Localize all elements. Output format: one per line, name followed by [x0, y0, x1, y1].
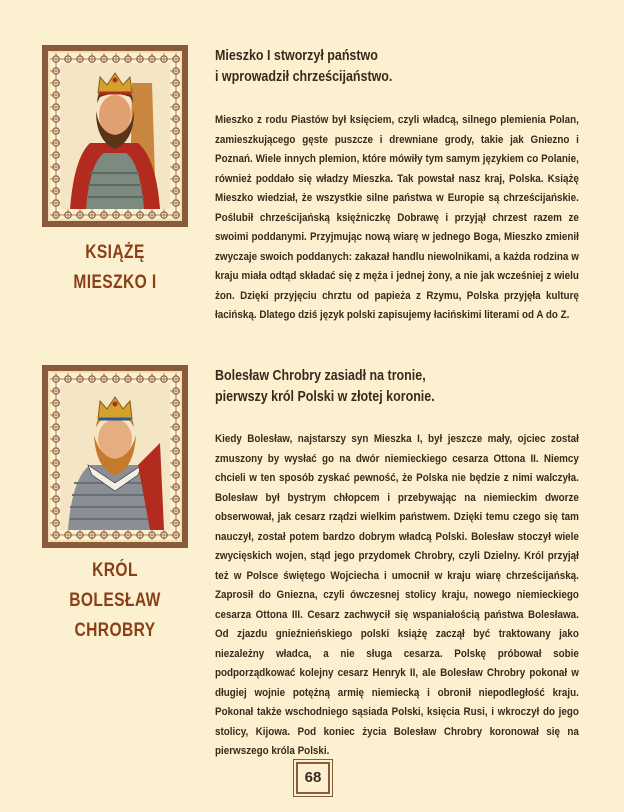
ruler-name-mieszko: [55, 238, 175, 298]
ruler-name-boleslaw: [55, 556, 175, 646]
heading-line: Mieszko I stworzył państwo: [215, 48, 378, 64]
name-line: CHROBRY: [74, 620, 156, 641]
name-line: MIESZKO I: [73, 272, 157, 293]
section-body-mieszko: [215, 111, 579, 326]
page-number: 68: [296, 762, 330, 794]
body-paragraph: Kiedy Bolesław, najstarszy syn Mieszka I, był jeszcze mały, ojciec został zmuszony by wysłać go na dwór niemieckiego cesarza Ottona II. Niemcy chcieli w ten sposób zyskać pewność, że Polska nie będzie z nimi walczyła. Bolesław był bystrym chłopcem i przebywając na niemieckim dworze obserwował, jak cesarz rządzi wielkim państwem. Dzięki temu czego się tam nauczył, został potem bardzo dobrym władcą Polski. Bolesław stoczył wiele zwycięskich wojen, stąd jego przydomek Chrobry, czyli Dzielny. Król przyjął też w Polsce świętego Wojciecha i umocnił w kraju wiarę chrześcijańską. Zaprosił do Gniezna, czyli ówczesnej stolicy kraju, nowego niemieckiego cesarza Ottona III. Cesarz zachwycił się wspaniałością państwa Bolesława. Od zjazdu gnieźnieńskiego polski książę zaczął być traktowany jako niezależny władca, a nie sługa cesarza. Polskę próbował sobie podporządkować kolejny cesarz Henryk II, ale Bolesław Chrobry pokonał w długiej wojnie potężną armię niemiecką i obronił niepodległość kraju. Pokonał także wschodniego sąsiada Polski, księcia Rusi, i wkroczył do jego stolicy, Kijowa. Pod koniec życia Bolesław Chrobry koronował się na pierwszego króla Polski.: [215, 433, 579, 757]
section-heading-boleslaw: [215, 366, 435, 408]
portrait-frame-boleslaw: [42, 365, 188, 548]
portrait-frame-mieszko: [42, 45, 188, 227]
mieszko-portrait: [60, 63, 170, 209]
boleslaw-portrait: [60, 383, 170, 530]
section-heading-mieszko: [215, 46, 392, 88]
name-line: BOLESŁAW: [69, 590, 161, 611]
name-line: KSIĄŻĘ: [85, 242, 145, 263]
heading-line: pierwszy król Polski w złotej koronie.: [215, 389, 435, 405]
name-line: KRÓL: [92, 560, 138, 581]
section-body-boleslaw: [215, 430, 579, 762]
heading-line: i wprowadził chrześcijaństwo.: [215, 69, 393, 85]
heading-line: Bolesław Chrobry zasiadł na tronie,: [215, 368, 426, 384]
body-paragraph: Mieszko z rodu Piastów był księciem, czyli władcą, silnego plemienia Polan, zamieszkującego gęste puszcze i drewniane grody, takie jak Gniezno i Poznań. Wiele innych plemion, które mówiły tym samym językiem co Polanie, również poddało się władzy Mieszka. Tak powstał nasz kraj, Polska. Książę Mieszko wiedział, że wszystkie silne państwa w Europie są chrześcijańskie. Poślubił chrześcijańską księżniczkę Dobrawę i przyjął chrzest razem ze swoimi poddanymi. Przyjmując nową wiarę w jednego Boga, Mieszko zmienił zwyczaje swoich poddanych: zakazał handlu niewolnikami, a każda rodzina w kraju miała odtąd składać się z męża i jednej żony, a nie jak wcześniej z wielu żon. Dzięki przyjęciu chrztu od papieża z Rzymu, Polska przyjęła kulturę łacińską. Dlatego dziś język polski zapisujemy łacińskimi literami od A do Z.: [215, 114, 579, 321]
